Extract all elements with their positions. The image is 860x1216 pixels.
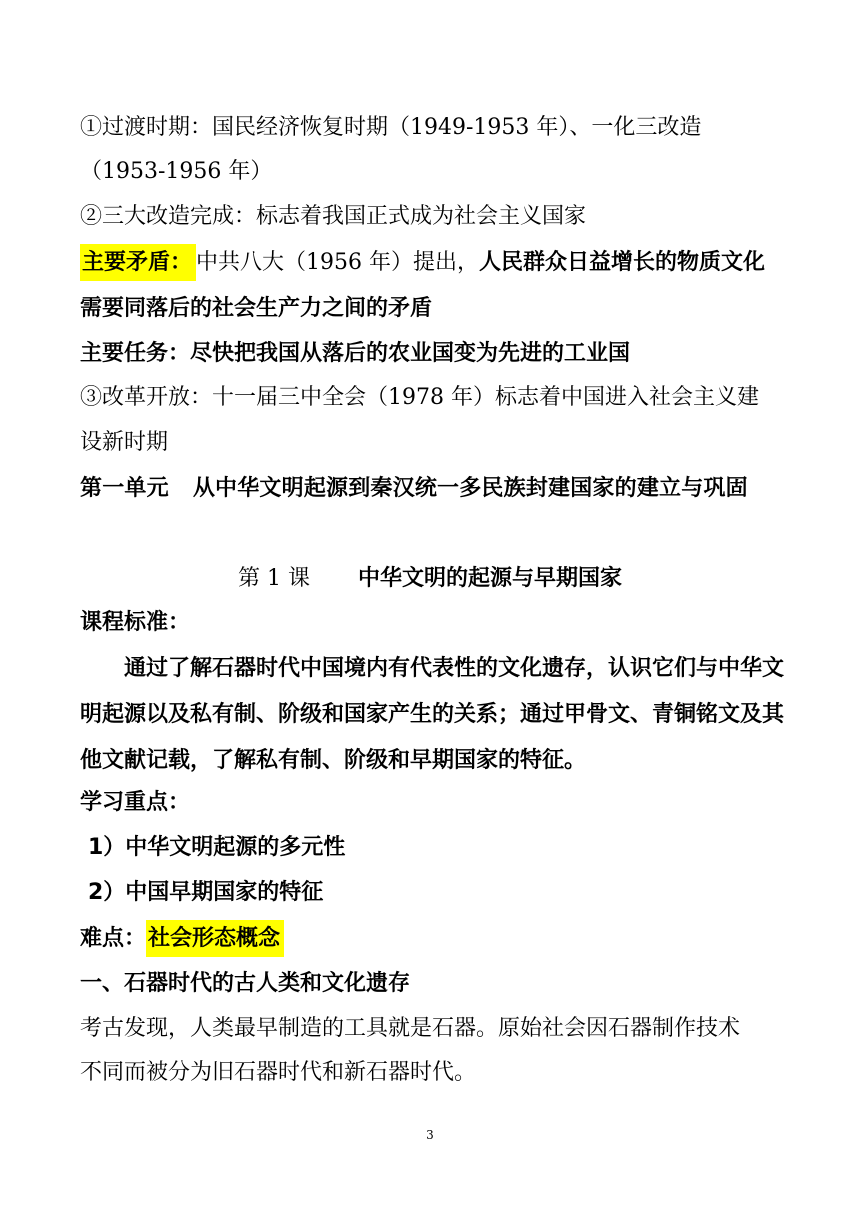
section-heading: 一、石器时代的古人类和文化遗存 [80,971,411,996]
main-contradiction-continued: 需要同落后的社会生产力之间的矛盾 [80,296,433,321]
main-task-line: 主要任务：尽快把我国从落后的农业国变为先进的工业国 [80,341,631,366]
three-reforms-line: ②三大改造完成：标志着我国正式成为社会主义国家 [80,204,587,229]
section-body-line: 考古发现，人类最早制造的工具就是石器。原始社会因石器制作技术 [80,1016,741,1041]
standards-label: 课程标准： [80,610,191,635]
reform-opening-continued: 设新时期 [80,430,169,455]
difficulty-label: 难点： [80,926,147,951]
unit-title: 从中华文明起源到秦汉统一多民族封建国家的建立与巩固 [192,476,748,501]
key-point-item: 2）中国早期国家的特征 [88,880,324,905]
page-number: 3 [426,1128,434,1142]
unit-number: 第一单元 [80,476,169,501]
main-contradiction-content: 人民群众日益增长的物质文化 [479,250,766,275]
transition-period-years-line: （1953-1956 年） [80,159,273,184]
section-body-line: 不同而被分为旧石器时代和新石器时代。 [80,1060,477,1085]
lesson-number: 第 1 课 [238,566,310,591]
difficulty-value: 社会形态概念 [146,920,284,957]
main-contradiction-line [80,248,785,278]
lesson-title: 中华文明的起源与早期国家 [357,566,622,591]
difficulty-line [80,924,785,954]
standards-text: 通过了解石器时代中国境内有代表性的文化遗存，认识它们与中华文明起源以及私有制、阶级和国家产生的关系；通过甲骨文、青铜铭文及其他文献记载，了解私有制、阶级和早期国家的特征。 [80,656,785,773]
reform-opening-line: ③改革开放：十一届三中全会（1978 年）标志着中国进入社会主义建 [80,385,759,410]
main-contradiction-source: 中共八大（1956 年）提出， [196,250,479,275]
transition-period-line: ①过渡时期：国民经济恢复时期（1949-1953 年）、一化三改造 [80,115,702,140]
main-contradiction-label: 主要矛盾： [80,244,196,281]
unit-heading [80,474,785,504]
lesson-heading [0,564,860,594]
key-points-label: 学习重点： [80,790,191,815]
key-point-item: 1）中华文明起源的多元性 [88,835,346,860]
